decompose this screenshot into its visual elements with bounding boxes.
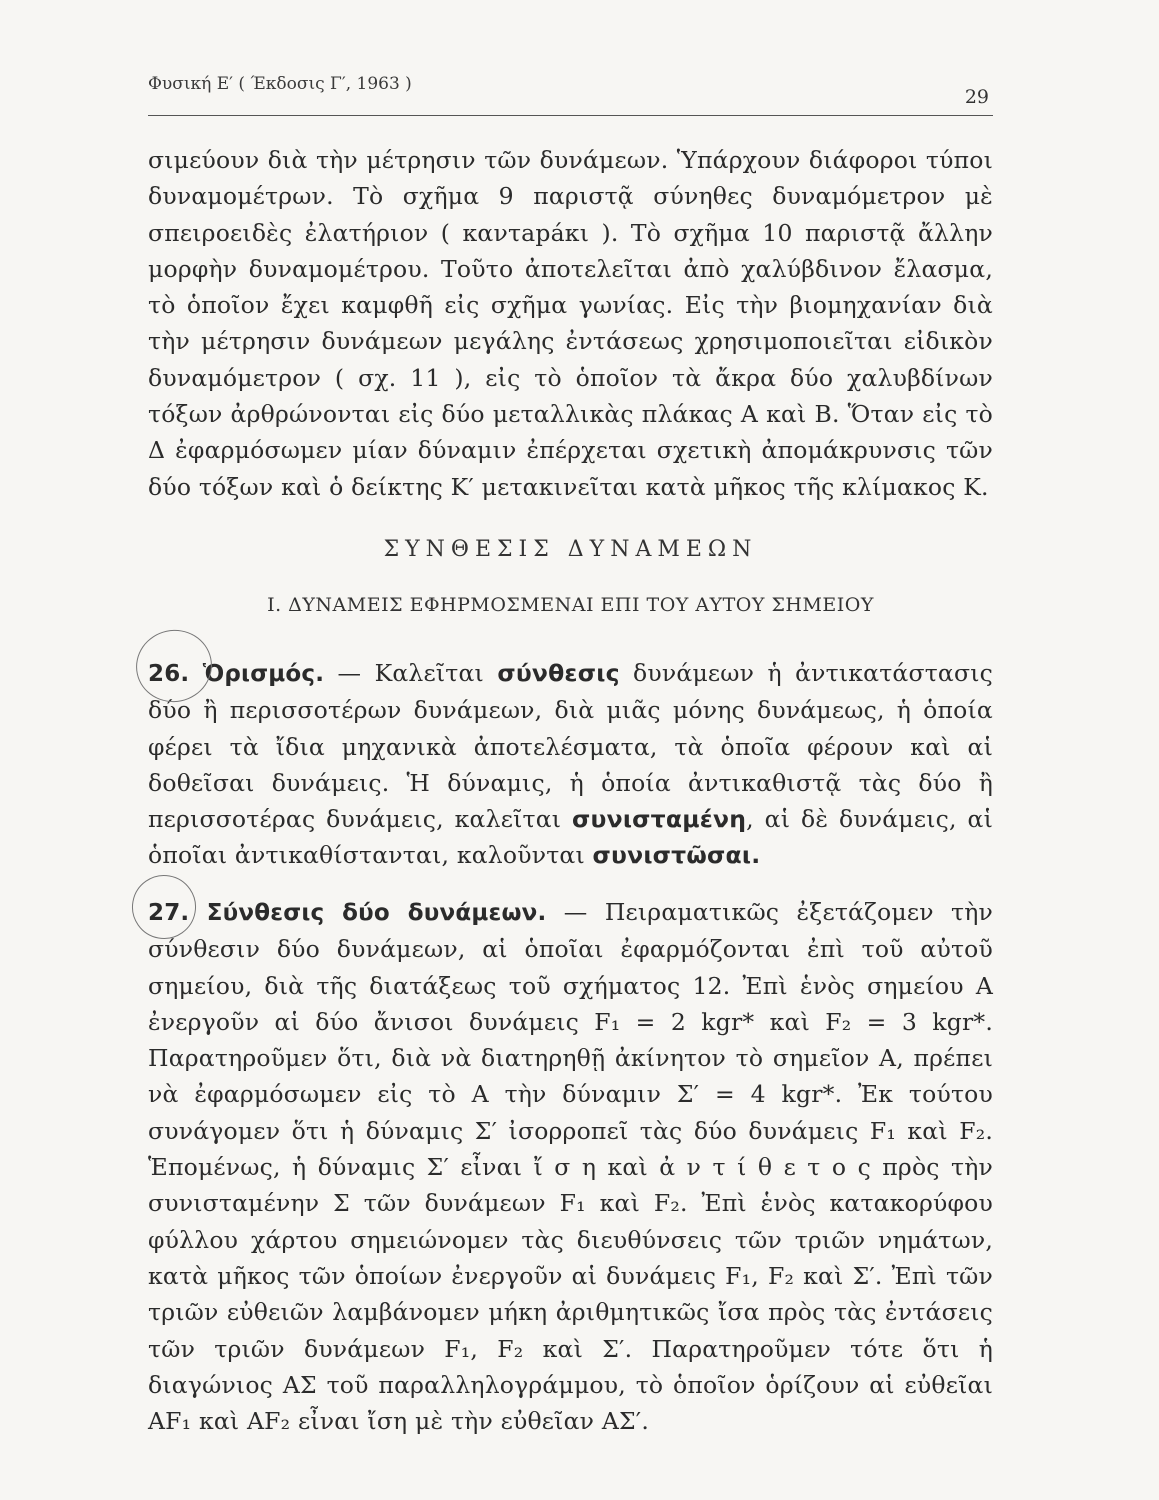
article-27-heading: Σύνθεσις δύο δυνάμεων. (206, 900, 547, 926)
article-27-body: Πειραματικῶς ἐξετάζομεν τὴν σύνθεσιν δύο δυνάμεων, αἱ ὁποῖαι ἐφαρμόζονται ἐπὶ τοῦ αὐτοῦ σημείου, διὰ τῆς διατάξεως τοῦ σχήματος 12. Ἐπὶ ἑνὸς σημείου Α ἐνεργοῦν αἱ δύο ἄνισοι δυνάμεις F₁ = 2 kgr* καὶ F₂ = 3 kgr*. Παρατηροῦμεν ὅτι, διὰ νὰ διατηρηθῇ ἀκίνητον τὸ σημεῖον Α, πρέπει νὰ ἐφαρμόσωμεν εἰς τὸ Α τὴν δύναμιν Σ′ = 4 kgr*. Ἐκ τούτου συνάγομεν ὅτι ἡ δύναμις Σ′ ἰσορροπεῖ τὰς δύο δυνάμεις F₁ καὶ F₂. Ἑπομένως, ἡ δύναμις Σ′ εἶναι ἴ σ η καὶ ἀ ν τ ί θ ε τ ο ς πρὸς τὴν συνισταμένην Σ τῶν δυνάμεων F₁ καὶ F₂. Ἐπὶ ἑνὸς κατακορύφου φύλλου χάρτου σημειώνομεν τὰς διευθύνσεις τῶν τριῶν νημάτων, κατὰ μῆκος τῶν ὁποίων ἐνεργοῦν αἱ δυνάμεις F₁, F₂ καὶ Σ′. Ἐπὶ τῶν τριῶν εὐθειῶν λαμβάνομεν μήκη ἀριθμητικῶς ἴσα πρὸς τὰς ἐντάσεις τῶν τριῶν δυνάμεων F₁, F₂ καὶ Σ′. Παρατηροῦμεν τότε ὅτι ἡ διαγώνιος ΑΣ τοῦ παραλληλογράμμου, τὸ ὁποῖον ὁρίζουν αἱ εὐθεῖαι ΑF₁ καὶ ΑF₂ εἶναι ἴση μὲ τὴν εὐθεῖαν ΑΣ′. (148, 898, 993, 1436)
article-26-number: 26. (148, 661, 190, 687)
term-components: συνιστῶσαι. (592, 841, 761, 870)
term-resultant: συνισταμένη (572, 805, 747, 834)
page-number: 29 (964, 86, 989, 108)
paragraph-text: σιμεύουν διὰ τὴν μέτρησιν τῶν δυνάμεων. Ὑπάρχουν διάφοροι τύποι δυναμομέτρων. Τὸ σχῆμα 9 παριστᾷ σύνηθες δυναμόμετρον μὲ σπειροειδὲς ἐλατήριον ( καντарáκι ). Τὸ σχῆμα 10 παριστᾷ ἄλλην μορφὴν δυναμομέτρου. Τοῦτο ἀποτελεῖται ἀπὸ χαλύβδινον ἔλασμα, τὸ ὁποῖον ἔχει καμφθῆ εἰς σχῆμα γωνίας. Εἰς τὴν βιομηχανίαν διὰ τὴν μέτρησιν δυνάμεων μεγάλης ἐντάσεως χρησιμοποιεῖται εἰδικὸν δυναμόμετρον ( σχ. 11 ), εἰς τὸ ὁποῖον τὰ ἄκρα δύο χαλυβδίνων τόξων ἀρθρώνονται εἰς δύο μεταλλικὰς πλάκας Α καὶ Β. Ὅταν εἰς τὸ Δ ἐφαρμόσωμεν μίαν δύναμιν ἐπέρχεται σχετικὴ ἀπομάκρυνσις τῶν δύο τόξων καὶ ὁ δείκτης Κ′ μετακινεῖται κατὰ μῆκος τῆς κλίμακος Κ. (148, 146, 993, 501)
article-26-dash: — (324, 659, 375, 687)
article-26-heading: Ὁρισμός. (202, 661, 325, 687)
subsection-title: Ι. ΔΥΝΑΜΕΙΣ ΕΦΗΡΜΟΣΜΕΝΑΙ ΕΠΙ ΤΟΥ ΑΥΤΟΥ ΣΗΜΕΙΟΥ (267, 594, 874, 616)
section-title: ΣΥΝΘΕΣΙΣ ΔΥΝΑΜΕΩΝ (383, 537, 758, 562)
term-synthesis: σύνθεσις (497, 659, 620, 687)
running-head: Φυσική Ε′ ( Έκδοσις Γ′, 1963 ) (148, 74, 412, 94)
article-26-text (148, 655, 993, 874)
article-27-dash: — (546, 898, 605, 926)
article-27-number: 27. (148, 900, 190, 926)
article-26-text-c: , αἱ δὲ δυνάμεις, αἱ ὁποῖαι ἀντικαθίστανται, καλοῦνται (148, 805, 993, 870)
article-27-text (148, 894, 993, 1439)
paragraph-dynamometers (148, 142, 993, 505)
article-26-text-a: Καλεῖται (374, 659, 498, 687)
article-27 (148, 894, 993, 1439)
article-26-text-b: δυνάμεων ἡ ἀντικατάστασις δύο ἢ περισσοτέρων δυνάμεων, διὰ μιᾶς μόνης δυνάμεως, ἡ ὁποία φέρει τὰ ἴδια μηχανικὰ ἀποτελέσματα, τὰ ὁποῖα φέρουν καὶ αἱ δοθεῖσαι δυνάμεις. Ἡ δύναμις, ἡ ὁποία ἀντικαθιστᾷ τὰς δύο ἢ περισσοτέρας δυνάμεις, καλεῖται (148, 659, 994, 834)
article-26 (148, 655, 993, 874)
header-rule (148, 115, 993, 116)
